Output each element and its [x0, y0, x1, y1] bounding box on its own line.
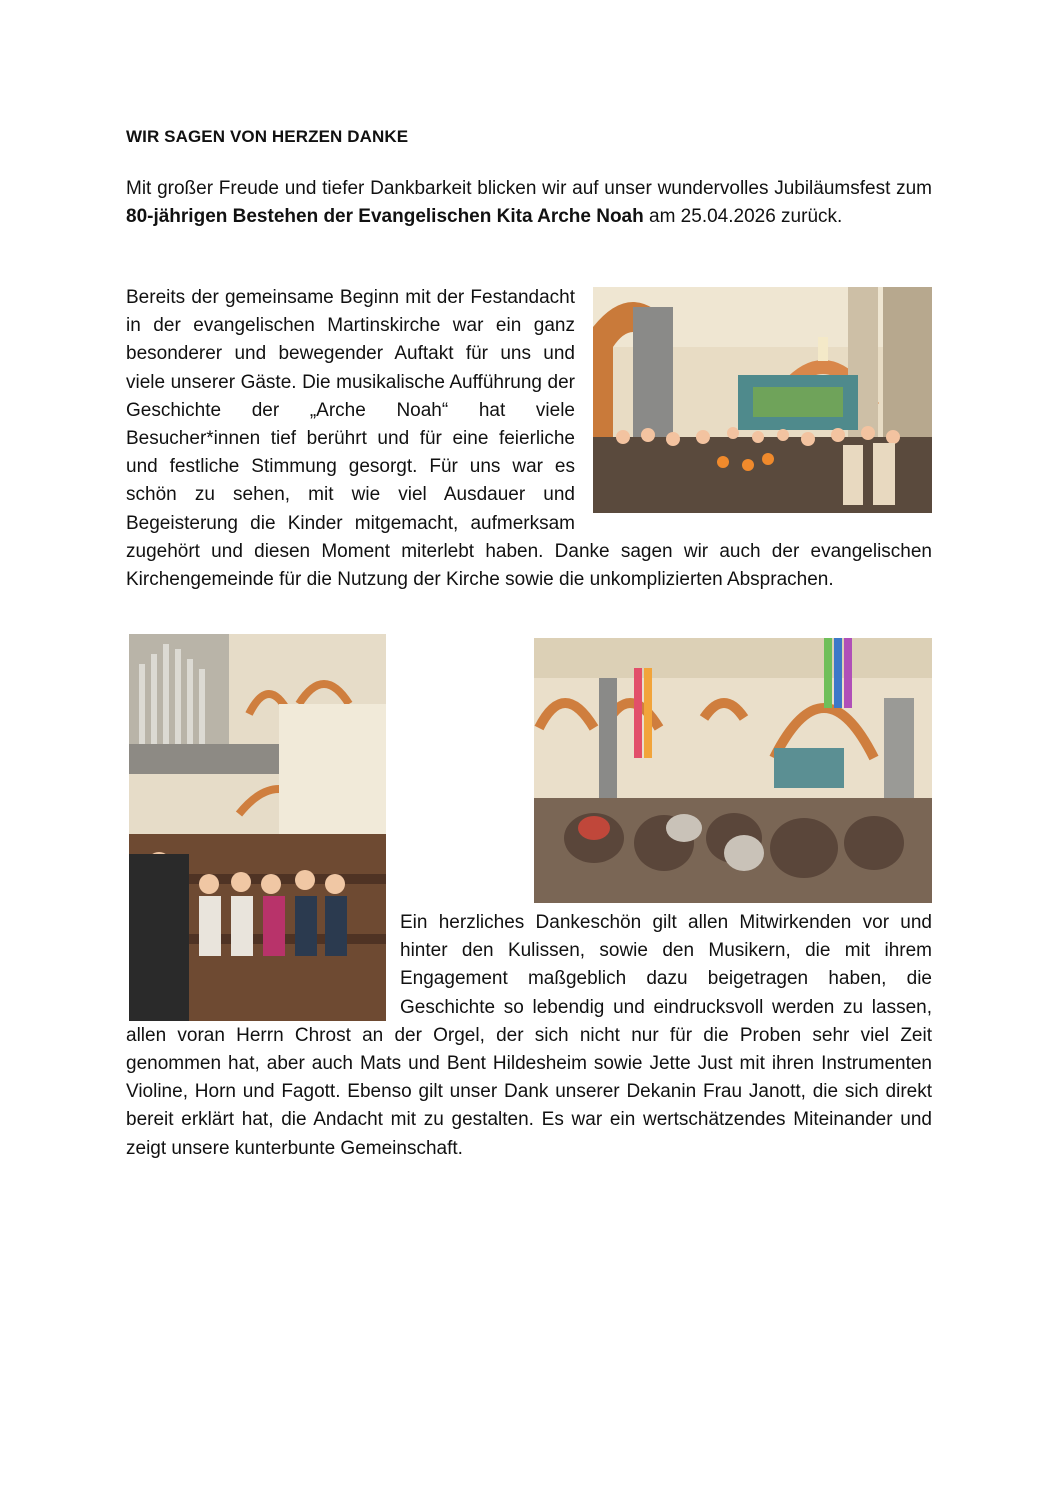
photo-church-performance: [593, 287, 932, 513]
section-thanks: [126, 634, 932, 1163]
paragraph-thanks: Ein herzliches Dankeschön gilt allen Mitwirkenden vor und hinter den Kulissen, sowie den Musikern, die mit ihrem Engagement maßgeblich dazu beigetragen haben, die Geschichte so lebendig und eindrucksvoll werden zu lassen, allen voran Herrn Chrost an der Orgel, der sich nicht nur für die Proben sehr viel Zeit genommen hat, aber auch Mats und Bent Hildesheim sowie Jette Just mit ihren Instrumenten Violine, Horn und Fagott. Ebenso gilt unser Dank unserer Dekanin Frau Janott, die sich direkt bereit erklärt hat, die Andacht mit zu gestalten. Es war ein wertschätzendes Miteinander und zeigt unsere kunterbunte Gemeinschaft.: [126, 912, 932, 1159]
page-heading: WIR SAGEN VON HERZEN DANKE: [126, 127, 409, 146]
section-festandacht: [126, 284, 932, 594]
intro-text-end: am 25.04.2026 zurück.: [643, 206, 843, 228]
intro-text-start: Mit großer Freude und tiefer Dankbarkeit blicken wir auf unser wundervolles Jubiläumsfest zum: [126, 178, 932, 199]
intro-paragraph: [126, 175, 932, 231]
paragraph-festandacht: Bereits der gemeinsame Beginn mit der Festandacht in der evangelischen Martinskirche war ein ganz besonderer und bewegender Auftakt für uns und viele unserer Gäste. Die musikalische Aufführung der Geschichte der „Arche Noah“ hat viele Besucher*innen tief berührt und für eine feierliche und festliche Stimmung gesorgt. Für uns war es schön zu sehen, mit wie viel Ausdauer und Begeisterung die Kinder mitgemacht, aufmerksam zugehört und diesen Moment miterlebt haben. Danke sagen wir auch der evangelischen Kirchengemeinde für die Nutzung der Kirche sowie die unkomplizierten Absprachen.: [126, 287, 932, 591]
intro-text-bold: 80-jährigen Bestehen der Evangelischen Kita Arche Noah: [126, 206, 644, 228]
photo-children-pews: [129, 634, 386, 1021]
